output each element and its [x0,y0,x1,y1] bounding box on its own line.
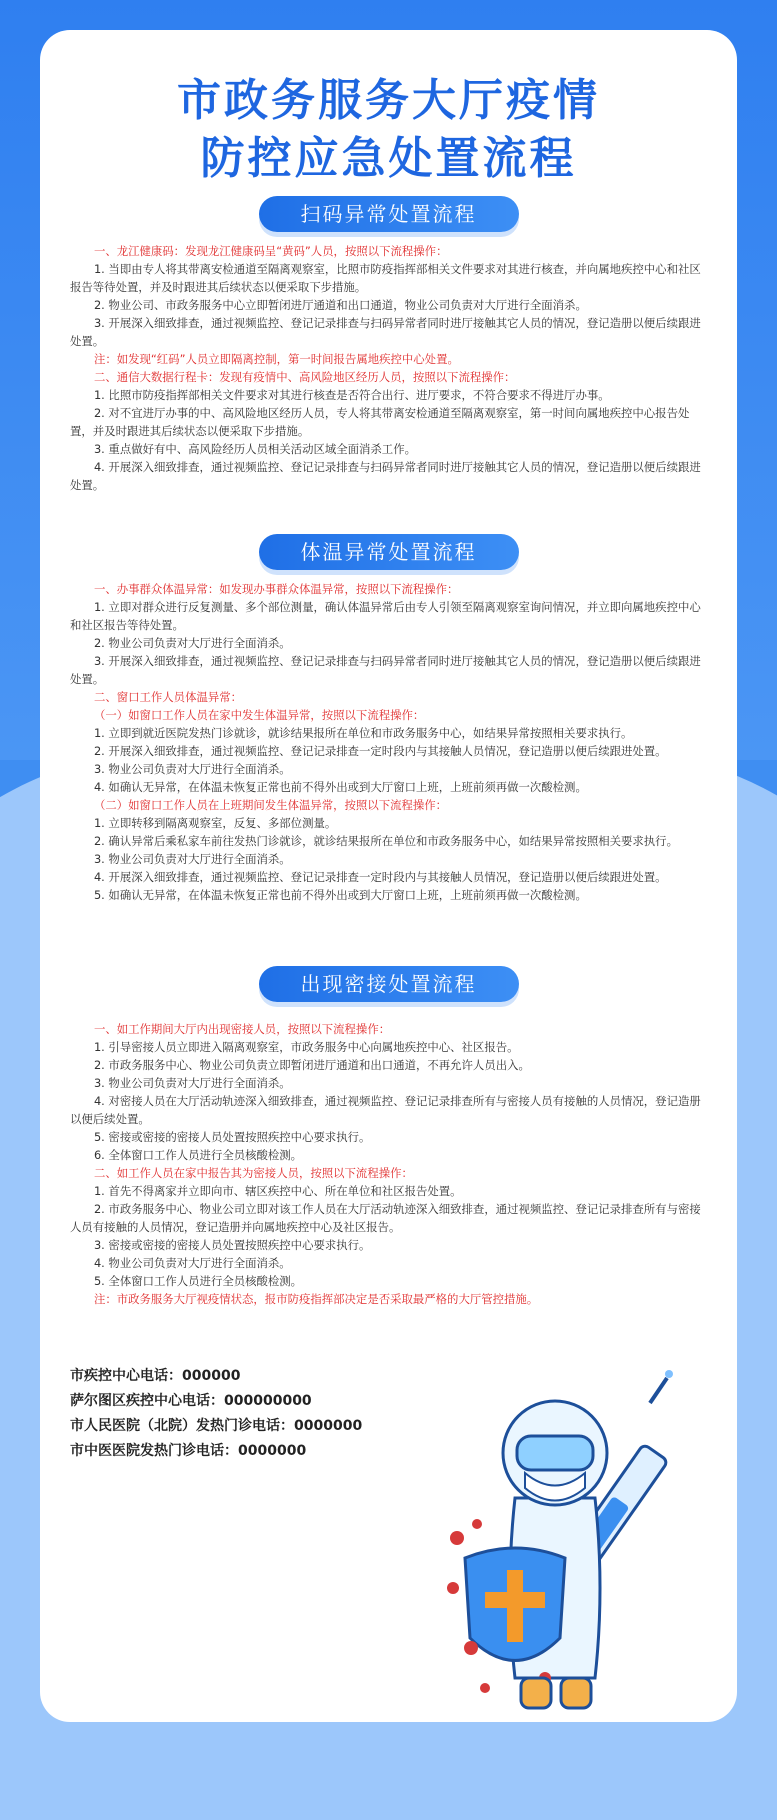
body-line: 3. 物业公司负责对大厅进行全面消杀。 [93,1076,291,1090]
body-line: 4. 开展深入细致排查，通过视频监控、登记记录排查与扫码异常者同时进厅接触其它人员的情况，登记造册以便后续跟进处置。 [70,460,701,492]
body-line: 5. 全体窗口工作人员进行全员核酸检测。 [93,1274,303,1288]
medical-worker-illustration [445,1348,685,1722]
emphasis-line: （一）如窗口工作人员在家中发生体温异常，按照以下流程操作： [93,708,425,722]
contact-line: 市疾控中心电话：000000 [70,1368,241,1384]
body-line: 5. 密接或密接的密接人员处置按照疾控中心要求执行。 [93,1130,371,1144]
body-line: 4. 如确认无异常，在体温未恢复正常也前不得外出或到大厅窗口上班，上班前须再做一次酸检测。 [93,780,587,794]
section-temperature-body [70,580,710,904]
body-line: 1. 引导密接人员立即进入隔离观察室，市政务服务中心向属地疾控中心、社区报告。 [93,1040,519,1054]
emphasis-line: 二、窗口工作人员体温异常： [93,690,243,704]
contact-line: 市人民医院（北院）发热门诊电话：0000000 [70,1418,363,1434]
body-line: 4. 开展深入细致排查，通过视频监控、登记记录排查一定时段内与其接触人员情况，登记造册以便后续跟进处置。 [93,870,667,884]
body-line: 1. 首先不得离家并立即向市、辖区疾控中心、所在单位和社区报告处置。 [93,1184,462,1198]
body-line: 3. 物业公司负责对大厅进行全面消杀。 [93,762,291,776]
body-line: 3. 重点做好有中、高风险经历人员相关活动区域全面消杀工作。 [93,442,416,456]
emphasis-line: 一、龙江健康码：发现龙江健康码呈“黄码”人员，按照以下流程操作： [93,244,448,258]
body-line: 2. 市政务服务中心、物业公司负责立即暂闭进厅通道和出口通道，不再允许人员出入。 [93,1058,530,1072]
body-line: 1. 当即由专人将其带离安检通道至隔离观察室，比照市防疫指挥部相关文件要求对其进行核查，并向属地疾控中心和社区报告等待处置，并及时跟进其后续状态以便采取下步措施。 [70,262,701,294]
body-line: 3. 物业公司负责对大厅进行全面消杀。 [93,852,291,866]
body-line: 5. 如确认无异常，在体温未恢复正常也前不得外出或到大厅窗口上班，上班前须再做一次酸检测。 [93,888,587,902]
title-line-1: 市政务服务大厅疫情 [177,75,600,126]
body-line: 3. 开展深入细致排查，通过视频监控、登记记录排查与扫码异常者同时进厅接触其它人员的情况，登记造册以便后续跟进处置。 [70,654,701,686]
emphasis-line: 一、办事群众体温异常：如发现办事群众体温异常，按照以下流程操作： [93,582,459,596]
body-line: 2. 确认异常后乘私家车前往发热门诊就诊，就诊结果报所在单位和市政务服务中心，如结果异常按照相关要求执行。 [93,834,678,848]
shield-icon [465,1548,565,1661]
emphasis-line: （二）如窗口工作人员在上班期间发生体温异常，按照以下流程操作： [93,798,448,812]
body-line: 1. 立即对群众进行反复测量、多个部位测量，确认体温异常后由专人引领至隔离观察室询问情况，并立即向属地疾控中心和社区报告等待处置。 [70,600,701,632]
contact-list [70,1364,362,1464]
section-heading-temperature: 体温异常处置流程 [259,534,519,570]
page-title [40,72,737,188]
emphasis-line: 注：如发现“红码”人员立即隔离控制，第一时间报告属地疾控中心处置。 [93,352,459,366]
body-line: 4. 对密接人员在大厅活动轨迹深入细致排查，通过视频监控、登记记录排查所有与密接人员有接触的人员情况，登记造册以便后续处置。 [70,1094,701,1126]
body-line: 1. 立即转移到隔离观察室，反复、多部位测量。 [93,816,337,830]
emphasis-line: 二、如工作人员在家中报告其为密接人员，按照以下流程操作： [93,1166,413,1180]
emphasis-line: 注：市政务服务大厅视疫情状态，报市防疫指挥部决定是否采取最严格的大厅管控措施。 [93,1292,539,1306]
section-close-contact-body [70,1020,710,1308]
body-line: 1. 比照市防疫指挥部相关文件要求对其进行核查是否符合出行、进厅要求，不符合要求不得进厅办事。 [93,388,610,402]
emphasis-line: 二、通信大数据行程卡：发现有疫情中、高风险地区经历人员，按照以下流程操作： [93,370,516,384]
body-line: 1. 立即到就近医院发热门诊就诊，就诊结果报所在单位和市政务服务中心，如结果异常按照相关要求执行。 [93,726,633,740]
emphasis-line: 一、如工作期间大厅内出现密接人员，按照以下流程操作： [93,1022,391,1036]
section-scan-body [70,242,710,494]
section-heading-scan: 扫码异常处置流程 [259,196,519,232]
body-line: 3. 密接或密接的密接人员处置按照疾控中心要求执行。 [93,1238,371,1252]
body-line: 2. 市政务服务中心、物业公司立即对该工作人员在大厅活动轨迹深入细致排查，通过视频监控、登记记录排查所有与密接人员有接触的人员情况，登记造册并向属地疾控中心及社区报告。 [70,1202,701,1234]
body-line: 2. 对不宜进厅办事的中、高风险地区经历人员，专人将其带离安检通道至隔离观察室，第一时间向属地疾控中心报告处置，并及时跟进其后续状态以便采取下步措施。 [70,406,690,438]
body-line: 3. 开展深入细致排查，通过视频监控、登记记录排查与扫码异常者同时进厅接触其它人员的情况，登记造册以便后续跟进处置。 [70,316,701,348]
body-line: 2. 物业公司负责对大厅进行全面消杀。 [93,636,291,650]
contact-line: 萨尔图区疾控中心电话：000000000 [70,1393,312,1409]
contact-line: 市中医医院发热门诊电话：0000000 [70,1443,307,1459]
section-heading-close-contact: 出现密接处置流程 [259,966,519,1002]
body-line: 2. 开展深入细致排查，通过视频监控、登记记录排查一定时段内与其接触人员情况，登记造册以便后续跟进处置。 [93,744,667,758]
body-line: 2. 物业公司、市政务服务中心立即暂闭进厅通道和出口通道，物业公司负责对大厅进行全面消杀。 [93,298,587,312]
body-line: 6. 全体窗口工作人员进行全员核酸检测。 [93,1148,303,1162]
body-line: 4. 物业公司负责对大厅进行全面消杀。 [93,1256,291,1270]
title-line-2: 防控应急处置流程 [200,133,577,184]
content-card [40,30,737,1722]
